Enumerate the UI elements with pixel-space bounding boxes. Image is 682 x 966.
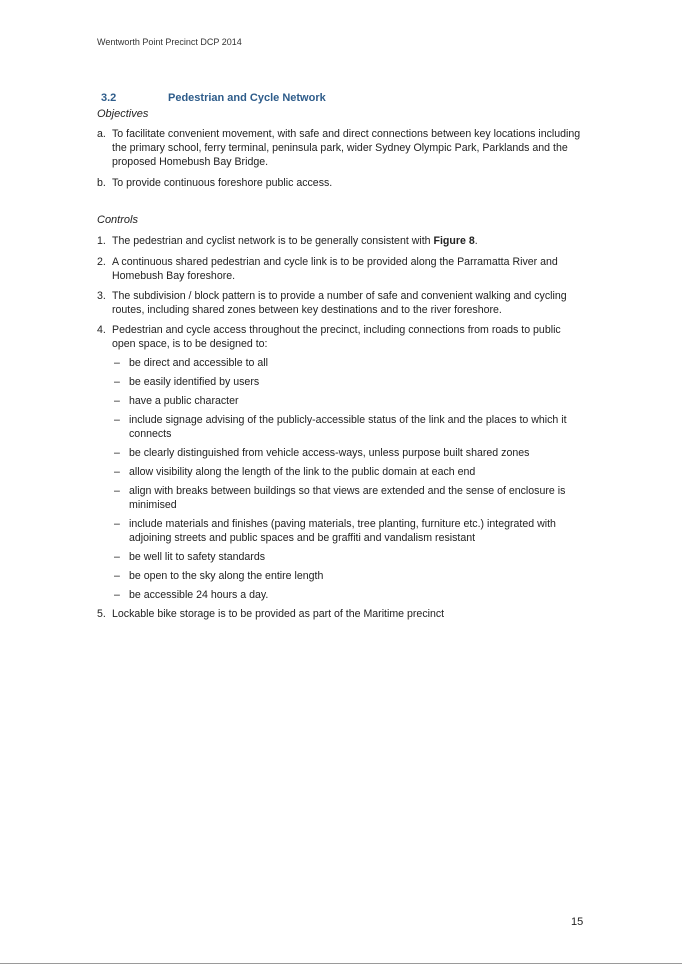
- dash-marker: –: [114, 376, 120, 388]
- sub-list-item: [97, 446, 587, 460]
- sub-list-item-text: be open to the sky along the entire length: [129, 570, 324, 582]
- sub-list-item: [97, 356, 587, 370]
- section-heading: [101, 92, 326, 104]
- objectives-list: [97, 127, 587, 190]
- objectives-heading: Objectives: [97, 108, 149, 120]
- sub-list-item: [97, 569, 587, 583]
- list-item: [97, 176, 587, 190]
- list-item: [97, 289, 587, 317]
- dash-marker: –: [114, 447, 120, 459]
- dash-marker: –: [114, 570, 120, 582]
- list-item-text: To provide continuous foreshore public access.: [112, 177, 333, 189]
- controls-heading: Controls: [97, 214, 138, 226]
- list-item-text: Pedestrian and cycle access throughout the precinct, including connections from roads to public open space, is to be designed to:: [112, 324, 561, 350]
- sub-list-item-text: include signage advising of the publicly-accessible status of the link and the places to which it connects: [129, 414, 567, 440]
- dash-marker: –: [114, 395, 120, 407]
- page-bottom-divider: [0, 963, 682, 964]
- sub-list-item: [97, 413, 587, 441]
- list-item: [97, 234, 587, 248]
- page-number: 15: [571, 916, 584, 928]
- dash-marker: –: [114, 466, 120, 478]
- list-item-text: To facilitate convenient movement, with safe and direct connections between key locations including the primary school, ferry terminal, peninsula park, wider Sydney Olympic Park, Parklands and the proposed Homebush Bay Bridge.: [112, 128, 581, 168]
- sub-list-item: [97, 484, 587, 512]
- list-item: [97, 255, 587, 283]
- list-marker: 2.: [97, 256, 106, 268]
- dash-marker: –: [114, 414, 120, 426]
- list-marker: 1.: [97, 235, 106, 247]
- section-number: 3.2: [101, 92, 117, 104]
- list-marker: b.: [97, 177, 106, 189]
- list-marker: 3.: [97, 290, 106, 302]
- list-item: [97, 127, 587, 169]
- list-marker: a.: [97, 128, 106, 140]
- sub-list-item-text: allow visibility along the length of the link to the public domain at each end: [129, 466, 476, 478]
- dash-marker: –: [114, 551, 120, 563]
- sub-list-item: [97, 394, 587, 408]
- sub-list-item: [97, 588, 587, 602]
- sub-list-item-text: be accessible 24 hours a day.: [129, 589, 269, 601]
- sub-list-item-text: have a public character: [129, 395, 239, 407]
- section-title: Pedestrian and Cycle Network: [168, 92, 326, 104]
- sub-list-item-text: be well lit to safety standards: [129, 551, 266, 563]
- sub-list-item-text: align with breaks between buildings so that views are extended and the sense of enclosure is minimised: [129, 485, 566, 511]
- dash-marker: –: [114, 589, 120, 601]
- list-item-text: The pedestrian and cyclist network is to be generally consistent with: [112, 235, 434, 247]
- list-item: [97, 607, 587, 621]
- list-item-text-end: .: [474, 235, 478, 247]
- sub-list-item-text: be direct and accessible to all: [129, 357, 268, 369]
- list-item-text: The subdivision / block pattern is to provide a number of safe and convenient walking and cycling routes, including shared zones between key destinations and to the river foreshore.: [112, 290, 567, 316]
- list-marker: 5.: [97, 608, 106, 620]
- sub-list-item: [97, 375, 587, 389]
- sub-list-item: [97, 465, 587, 479]
- running-header: Wentworth Point Precinct DCP 2014: [97, 37, 242, 47]
- list-item-text: Lockable bike storage is to be provided as part of the Maritime precinct: [112, 608, 445, 620]
- list-item-text: A continuous shared pedestrian and cycle link is to be provided along the Parramatta River and Homebush Bay foreshore.: [112, 256, 558, 282]
- dash-marker: –: [114, 518, 120, 530]
- sub-list-item-text: include materials and finishes (paving materials, tree planting, furniture etc.) integrated with adjoining streets and public spaces and be graffiti and vandalism resistant: [129, 518, 556, 544]
- list-marker: 4.: [97, 324, 106, 336]
- list-item: [97, 323, 587, 351]
- sub-list-item: [97, 550, 587, 564]
- dash-marker: –: [114, 357, 120, 369]
- sub-list-item-text: be easily identified by users: [129, 376, 260, 388]
- controls-list: [97, 234, 587, 621]
- sub-list-item-text: be clearly distinguished from vehicle access-ways, unless purpose built shared zones: [129, 447, 530, 459]
- dash-marker: –: [114, 485, 120, 497]
- figure-reference: Figure 8: [433, 235, 475, 247]
- sub-list-item: [97, 517, 587, 545]
